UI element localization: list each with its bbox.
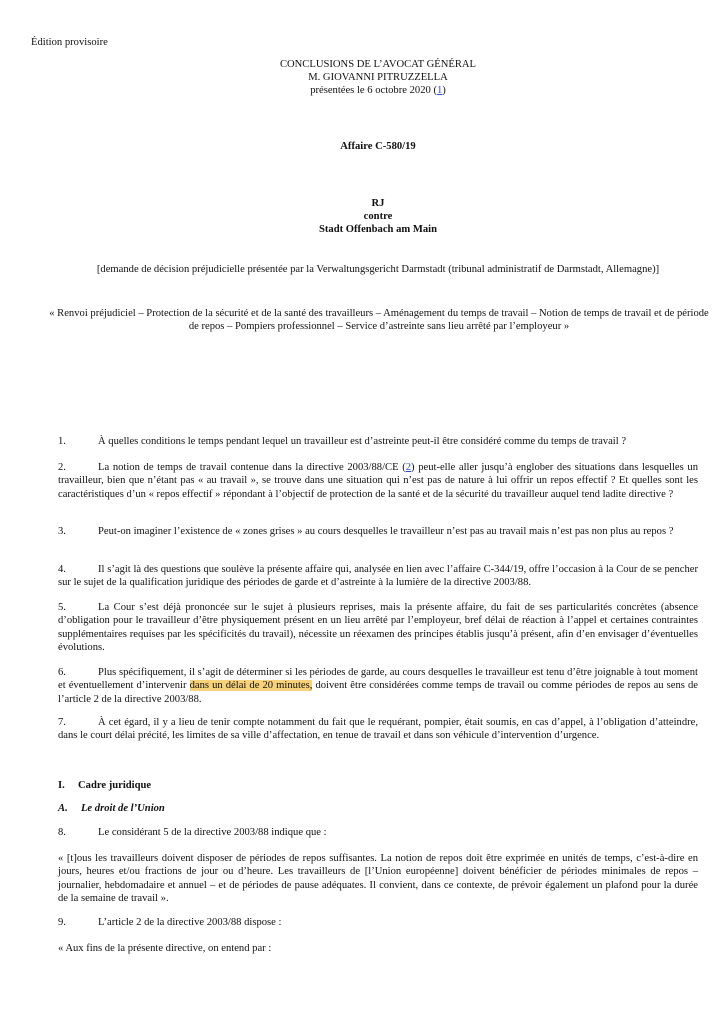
paragraph-text	[58, 666, 698, 706]
paragraph-text: La Cour s’est déjà prononcée sur le sujet à plusieurs reprises, mais la présente affaire, du fait de ses particularités concrètes (absence d’obligation pour le travailleur d’être physiquement présent en un lieu arrêté par l’employeur, bref délai de réaction à l’appel et certaines contraintes supplémentaires requises par les spécificités du travail), nécessite un réexamen des principes établis jusqu’à présent, afin d’en envisager d’éventuelles évolutions.	[58, 602, 698, 654]
paragraph-number: 9.	[58, 917, 66, 928]
highlighted-text: dans un délai de 20 minutes,	[189, 680, 313, 692]
quoted-recital-5: « [t]ous les travailleurs doivent disposer de périodes de repos suffisantes. La notion de repos doit être exprimée en unités de temps, c’est-à-dire en jours, heures et/ou fractions de jour ou d’heure. Les travailleurs de [l’Union européenne] doivent bénéficier de périodes minimales de repos – journalier, hebdomadaire et annuel – et de périodes de pause adéquates. Il convient, dans ce contexte, de prévoir également un plafond pour la durée de la semaine de travail ».	[58, 853, 698, 905]
paragraph-text	[58, 461, 698, 501]
paragraph-number: 4.	[58, 564, 66, 575]
section-heading-legal-framework: I. Cadre juridique	[58, 780, 152, 791]
paragraph-5	[58, 601, 698, 655]
header-author: M. GIOVANNI PITRUZZELLA	[308, 72, 448, 83]
paragraph-number: 2.	[58, 462, 66, 473]
footnote-link-1[interactable]: 1	[436, 85, 443, 96]
party-contre: contre	[363, 211, 393, 222]
edition-label: Édition provisoire	[31, 37, 108, 48]
paragraph-number: 6.	[58, 667, 66, 678]
paragraph-2	[58, 461, 698, 501]
paragraph-number: 8.	[58, 827, 66, 838]
paragraph-text-part: Plus spécifiquement, il s’agit de déterminer si les périodes de garde, au cours desquelles le travailleur est tenu d’être joignable à tout moment et éventuellement d’intervenir	[58, 667, 698, 692]
header-title: CONCLUSIONS DE L’AVOCAT GÉNÉRAL	[279, 59, 477, 70]
subsection-heading-union-law: A. Le droit de l’Union	[58, 803, 165, 814]
paragraph-text: Peut-on imaginer l’existence de « zones grises » au cours desquelles le travailleur n’est pas au travail mais n’est pas non plus au repos ?	[98, 526, 674, 537]
paragraph-number: 7.	[58, 717, 66, 728]
party-defendant: Stadt Offenbach am Main	[318, 224, 437, 235]
paragraph-text: L’article 2 de la directive 2003/88 dispose :	[98, 917, 282, 928]
paragraph-3	[58, 525, 698, 538]
paragraph-number: 3.	[58, 526, 66, 537]
paragraph-text-part: La notion de temps de travail contenue dans la directive 2003/88/CE (	[98, 462, 406, 473]
paragraph-1	[58, 435, 698, 448]
paragraph-number: 5.	[58, 602, 66, 613]
referral-request: [demande de décision préjudicielle présentée par la Verwaltungsgericht Darmstadt (tribunal administratif de Darmstadt, Allemagne)]	[96, 264, 660, 275]
document-header	[100, 58, 656, 97]
paragraph-text-part: doivent être considérées comme temps de travail ou comme périodes de repos au sens de l’article 2 de la directive 2003/88.	[58, 680, 698, 705]
footnote-link-2[interactable]: 2	[405, 462, 412, 473]
paragraph-text: Il s’agit là des questions que soulève la présente affaire qui, analysée en lien avec l’affaire C‑344/19, offre l’occasion à la Cour de se pencher sur le sujet de la qualification juridique des périodes de garde et d’astreinte à la lumière de la directive 2003/88.	[58, 564, 698, 589]
paragraph-6	[58, 666, 698, 706]
keywords: « Renvoi préjudiciel – Protection de la sécurité et de la santé des travailleurs – Aménagement du temps de travail – Notion de temps de travail et de période de repos – Pompiers professionnel – Service d’astreinte sans lieu arrêté par l’employeur »	[49, 308, 709, 333]
header-date	[100, 84, 656, 97]
quoted-article-2: « Aux fins de la présente directive, on entend par :	[58, 943, 272, 954]
party-applicant: RJ	[371, 198, 385, 209]
paragraph-text: Le considérant 5 de la directive 2003/88 indique que :	[98, 827, 327, 838]
case-number: Affaire C‑580/19	[340, 141, 416, 152]
header-date-text: présentées le 6 octobre 2020 (	[310, 85, 437, 96]
paragraph-4	[58, 563, 698, 590]
paragraph-7	[58, 716, 698, 743]
paragraph-number: 1.	[58, 436, 66, 447]
parties	[100, 197, 656, 236]
paragraph-text-part: ) peut-elle aller jusqu’à englober des situations dans lesquelles un travailleur, bien que n’étant pas « au travail », se trouve dans une situation qui n’est pas de nature à lui offrir un repos effectif ? Et quelles sont les caractéristiques d’un « repos effectif » répondant à l’objectif de protection de la santé et de la sécurité du travailleur auquel tend ladite directive ?	[58, 462, 698, 500]
paragraph-8	[58, 826, 698, 839]
paragraph-text: À quelles conditions le temps pendant lequel un travailleur est d’astreinte peut-il être considéré comme du temps de travail ?	[98, 436, 627, 447]
header-date-close: )	[442, 85, 446, 96]
paragraph-text: À cet égard, il y a lieu de tenir compte notamment du fait que le requérant, pompier, était soumis, en cas d’appel, à l’obligation d’atteindre, dans le court délai précité, les limites de sa ville d’affectation, en tenue de travail et dans son véhicule d’intervention d’urgence.	[58, 717, 698, 742]
paragraph-9	[58, 916, 698, 929]
